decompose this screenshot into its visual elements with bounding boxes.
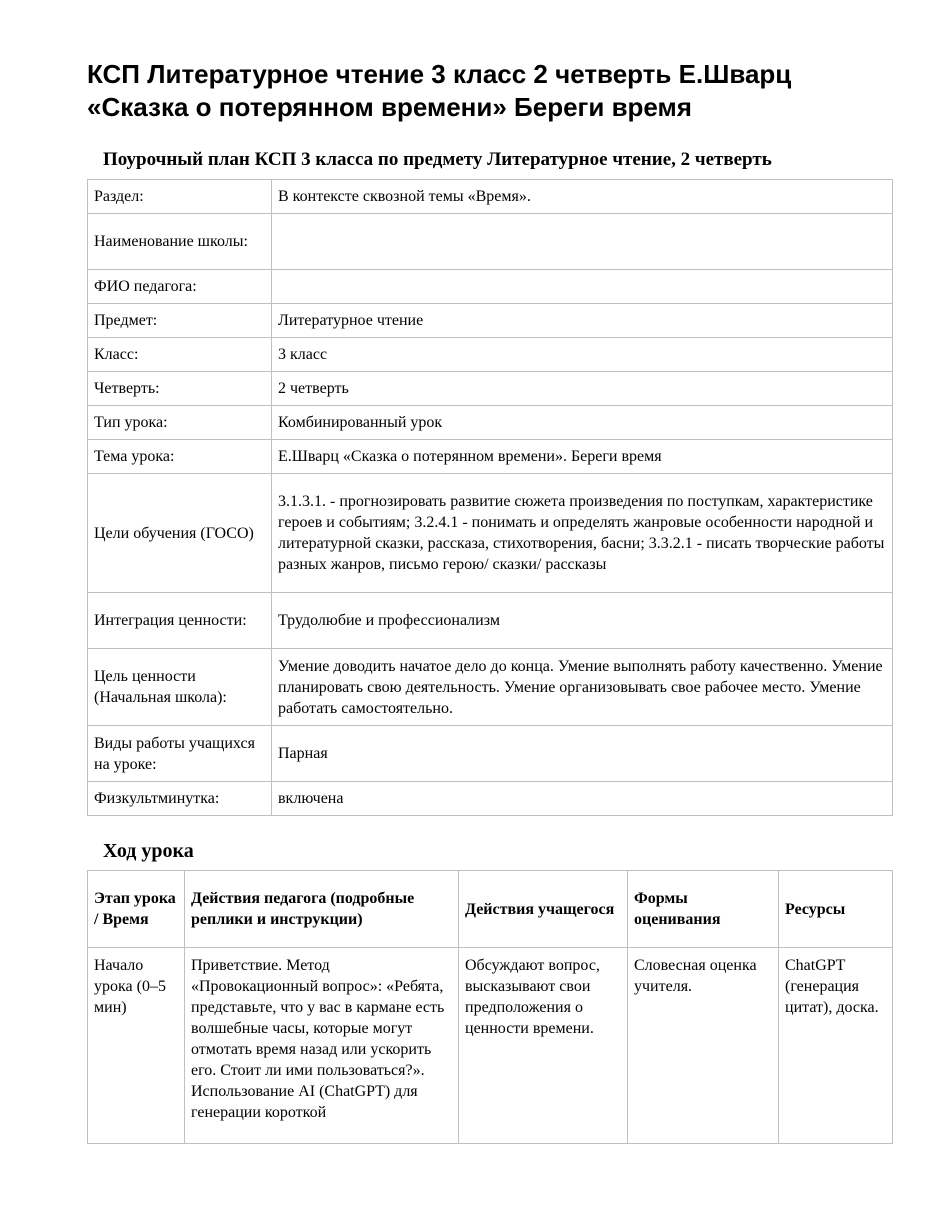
row-value: 2 четверть bbox=[272, 372, 893, 406]
row-value: В контексте сквозной темы «Время». bbox=[272, 180, 893, 214]
row-value: 3.1.3.1. - прогнозировать развитие сюжета произведения по поступкам, характеристике героев и событиям; 3.2.4.1 - понимать и определять жанровые особенности народной и литературной сказки, рассказа, стихотворения, басни; 3.3.2.1 - писать творческие работы разных жанров, письмо герою/ сказки/ рассказы bbox=[272, 474, 893, 593]
row-value bbox=[272, 270, 893, 304]
lesson-info-table bbox=[87, 179, 893, 816]
row-label: Класс: bbox=[88, 338, 272, 372]
row-value: Комбинированный урок bbox=[272, 406, 893, 440]
table-row bbox=[88, 649, 893, 726]
table-row bbox=[88, 270, 893, 304]
table-row bbox=[88, 948, 893, 1144]
table-row bbox=[88, 726, 893, 782]
lesson-section-title: Ход урока bbox=[103, 840, 194, 862]
table-row bbox=[88, 304, 893, 338]
table-row bbox=[88, 440, 893, 474]
row-label: Цели обучения (ГОСО) bbox=[88, 474, 272, 593]
page-title: КСП Литературное чтение 3 класс 2 четверть Е.Шварц «Сказка о потерянном времени» Береги время bbox=[87, 59, 792, 122]
row-value: Умение доводить начатое дело до конца. Умение выполнять работу качественно. Умение планировать свою деятельность. Умение организовывать свое рабочее место. Умение работать самостоятельно. bbox=[272, 649, 893, 726]
row-label: Тип урока: bbox=[88, 406, 272, 440]
column-header-student-actions: Действия учащегося bbox=[459, 871, 628, 948]
table-row bbox=[88, 372, 893, 406]
table-row bbox=[88, 593, 893, 649]
row-value: Литературное чтение bbox=[272, 304, 893, 338]
row-label: Физкультминутка: bbox=[88, 782, 272, 816]
row-value: Е.Шварц «Сказка о потерянном времени». Береги время bbox=[272, 440, 893, 474]
row-label: ФИО педагога: bbox=[88, 270, 272, 304]
row-label: Цель ценности (Начальная школа): bbox=[88, 649, 272, 726]
row-value: Трудолюбие и профессионализм bbox=[272, 593, 893, 649]
lesson-flow-table bbox=[87, 870, 893, 1144]
column-header-assessment: Формы оценивания bbox=[628, 871, 779, 948]
row-label: Раздел: bbox=[88, 180, 272, 214]
row-label: Тема урока: bbox=[88, 440, 272, 474]
cell-resources: ChatGPT (генерация цитат), доска. bbox=[779, 948, 893, 1144]
column-header-resources: Ресурсы bbox=[779, 871, 893, 948]
row-value: Парная bbox=[272, 726, 893, 782]
table-row bbox=[88, 474, 893, 593]
row-value bbox=[272, 214, 893, 270]
table-row bbox=[88, 406, 893, 440]
row-label: Виды работы учащихся на уроке: bbox=[88, 726, 272, 782]
row-label: Четверть: bbox=[88, 372, 272, 406]
table-header-row bbox=[88, 871, 893, 948]
row-label: Наименование школы: bbox=[88, 214, 272, 270]
plan-subtitle: Поурочный план КСП 3 класса по предмету Литературное чтение, 2 четверть bbox=[103, 149, 772, 170]
cell-stage: Начало урока (0–5 мин) bbox=[88, 948, 185, 1144]
table-row bbox=[88, 782, 893, 816]
cell-student-actions: Обсуждают вопрос, высказывают свои предположения о ценности времени. bbox=[459, 948, 628, 1144]
row-label: Интеграция ценности: bbox=[88, 593, 272, 649]
table-row bbox=[88, 180, 893, 214]
table-row bbox=[88, 214, 893, 270]
column-header-teacher-actions: Действия педагога (подробные реплики и инструкции) bbox=[185, 871, 459, 948]
row-label: Предмет: bbox=[88, 304, 272, 338]
row-value: включена bbox=[272, 782, 893, 816]
table-row bbox=[88, 338, 893, 372]
cell-teacher-actions: Приветствие. Метод «Провокационный вопрос»: «Ребята, представьте, что у вас в кармане есть волшебные часы, которые могут отмотать время назад или ускорить его. Стоит ли ими пользоваться?». Использование AI (ChatGPT) для генерации короткой bbox=[185, 948, 459, 1144]
row-value: 3 класс bbox=[272, 338, 893, 372]
column-header-stage: Этап урока / Время bbox=[88, 871, 185, 948]
cell-assessment: Словесная оценка учителя. bbox=[628, 948, 779, 1144]
